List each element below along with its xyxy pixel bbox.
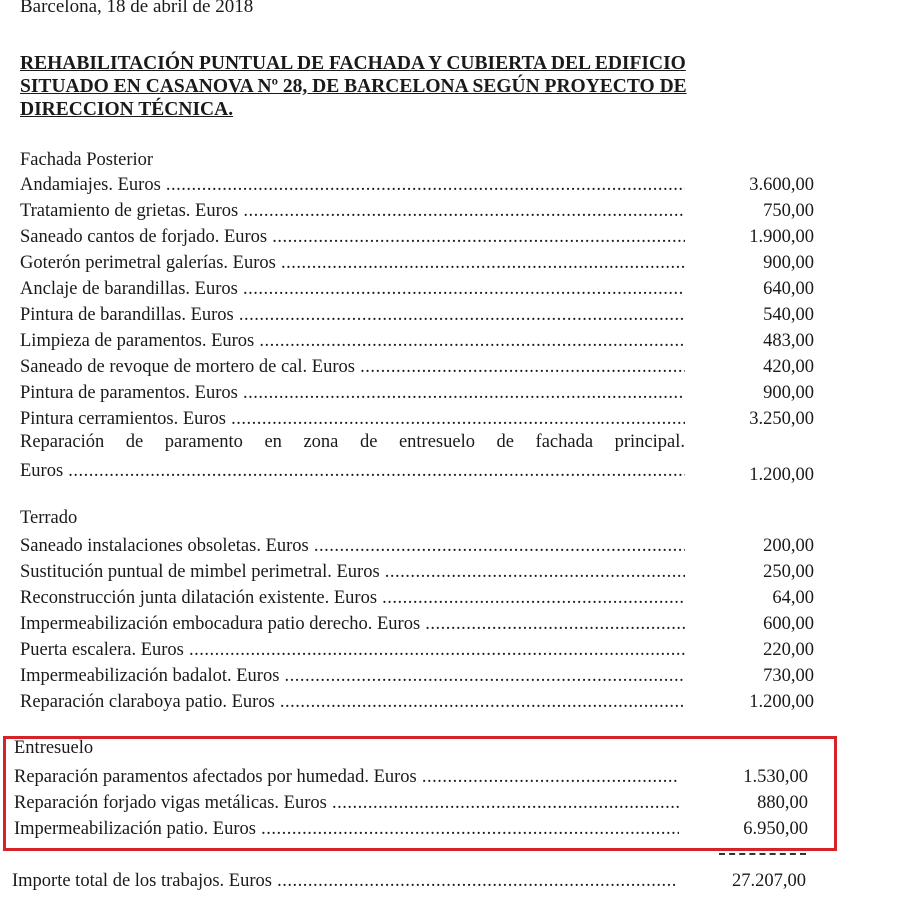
item-label: Saneado instalaciones obsoletas. Euros ..... [20,536,685,557]
item-label: Euros ..... [20,461,685,482]
item-amount: 540,00 [763,305,814,325]
item-label: Reparación paramentos afectados por humedad. Euros ..... [14,767,679,788]
document-title [20,52,820,121]
line-item [20,352,820,378]
line-item [20,635,820,661]
line-item [20,378,820,404]
line-item [20,583,820,609]
item-amount: 483,00 [763,331,814,351]
item-amount: 880,00 [757,793,808,813]
item-label: Anclaje de barandillas. Euros ..... [20,279,685,300]
item-label: Reparación forjado vigas metálicas. Euros ..... [14,793,679,814]
line-item [20,274,820,300]
item-label: Reparación claraboya patio. Euros ..... [20,692,685,713]
item-amount: 200,00 [763,536,814,556]
item-amount: 3.600,00 [749,175,814,195]
item-label: Reconstrucción junta dilatación existente. Euros ..... [20,588,685,609]
item-label: Pintura cerramientos. Euros ..... [20,409,685,430]
section-heading-fachada: Fachada Posterior [20,150,154,170]
line-item [20,248,820,274]
total-amount: 27.207,00 [732,871,806,891]
line-item [14,788,814,814]
item-label: Pintura de paramentos. Euros ..... [20,383,685,404]
item-amount: 1.900,00 [749,227,814,247]
item-label: Saneado de revoque de mortero de cal. Euros ..... [20,357,685,378]
item-amount: 730,00 [763,666,814,686]
item-amount: 64,00 [772,588,814,608]
line-item [20,300,820,326]
item-amount: 1.200,00 [749,465,814,485]
item-amount: 6.950,00 [743,819,808,839]
section-heading-entresuelo: Entresuelo [14,738,94,758]
item-amount: 900,00 [763,253,814,273]
item-label: Impermeabilización badalot. Euros ..... [20,666,685,687]
item-label-line-1: Reparación de paramento en zona de entresuelo de fachada principal. [20,432,685,452]
item-label: Pintura de barandillas. Euros ..... [20,305,685,326]
item-amount: 1.200,00 [749,692,814,712]
item-amount: 3.250,00 [749,409,814,429]
item-label: Puerta escalera. Euros ..... [20,640,685,661]
item-amount: 600,00 [763,614,814,634]
item-label: Impermeabilización embocadura patio derecho. Euros ..... [20,614,685,635]
item-label: Limpieza de paramentos. Euros ..... [20,331,685,352]
item-amount: 250,00 [763,562,814,582]
section-heading-terrado: Terrado [20,508,78,528]
line-item [20,557,820,583]
line-item [20,196,820,222]
item-label: Andamiajes. Euros ..... [20,175,685,196]
line-item [20,661,820,687]
item-label: Sustitución puntual de mimbel perimetral. Euros ..... [20,562,685,583]
item-label: Tratamiento de grietas. Euros ..... [20,201,685,222]
line-item [20,609,820,635]
line-item [20,404,820,430]
line-item [20,432,820,484]
line-item [20,222,820,248]
title-line-2: SITUADO EN CASANOVA Nº 28, DE BARCELONA SEGÚN PROYECTO DE [20,76,687,97]
line-item [14,762,814,788]
total-row [12,866,812,892]
item-amount: 220,00 [763,640,814,660]
item-amount: 750,00 [763,201,814,221]
line-item [20,687,820,713]
item-amount: 1.530,00 [743,767,808,787]
item-label: Saneado cantos de forjado. Euros ..... [20,227,685,248]
line-item [14,814,814,840]
sum-divider [719,853,806,855]
title-line-3: DIRECCION TÉCNICA. [20,99,234,120]
document-date: Barcelona, 18 de abril de 2018 [20,0,254,17]
item-label: Impermeabilización patio. Euros ..... [14,819,679,840]
item-label: Goterón perimetral galerías. Euros ..... [20,253,685,274]
total-label: Importe total de los trabajos. Euros ..... [12,871,677,892]
item-amount: 640,00 [763,279,814,299]
title-line-1: REHABILITACIÓN PUNTUAL DE FACHADA Y CUBIERTA DEL EDIFICIO [20,53,686,74]
item-amount: 420,00 [763,357,814,377]
line-item [20,531,820,557]
item-amount: 900,00 [763,383,814,403]
line-item [20,326,820,352]
line-item [20,170,820,196]
